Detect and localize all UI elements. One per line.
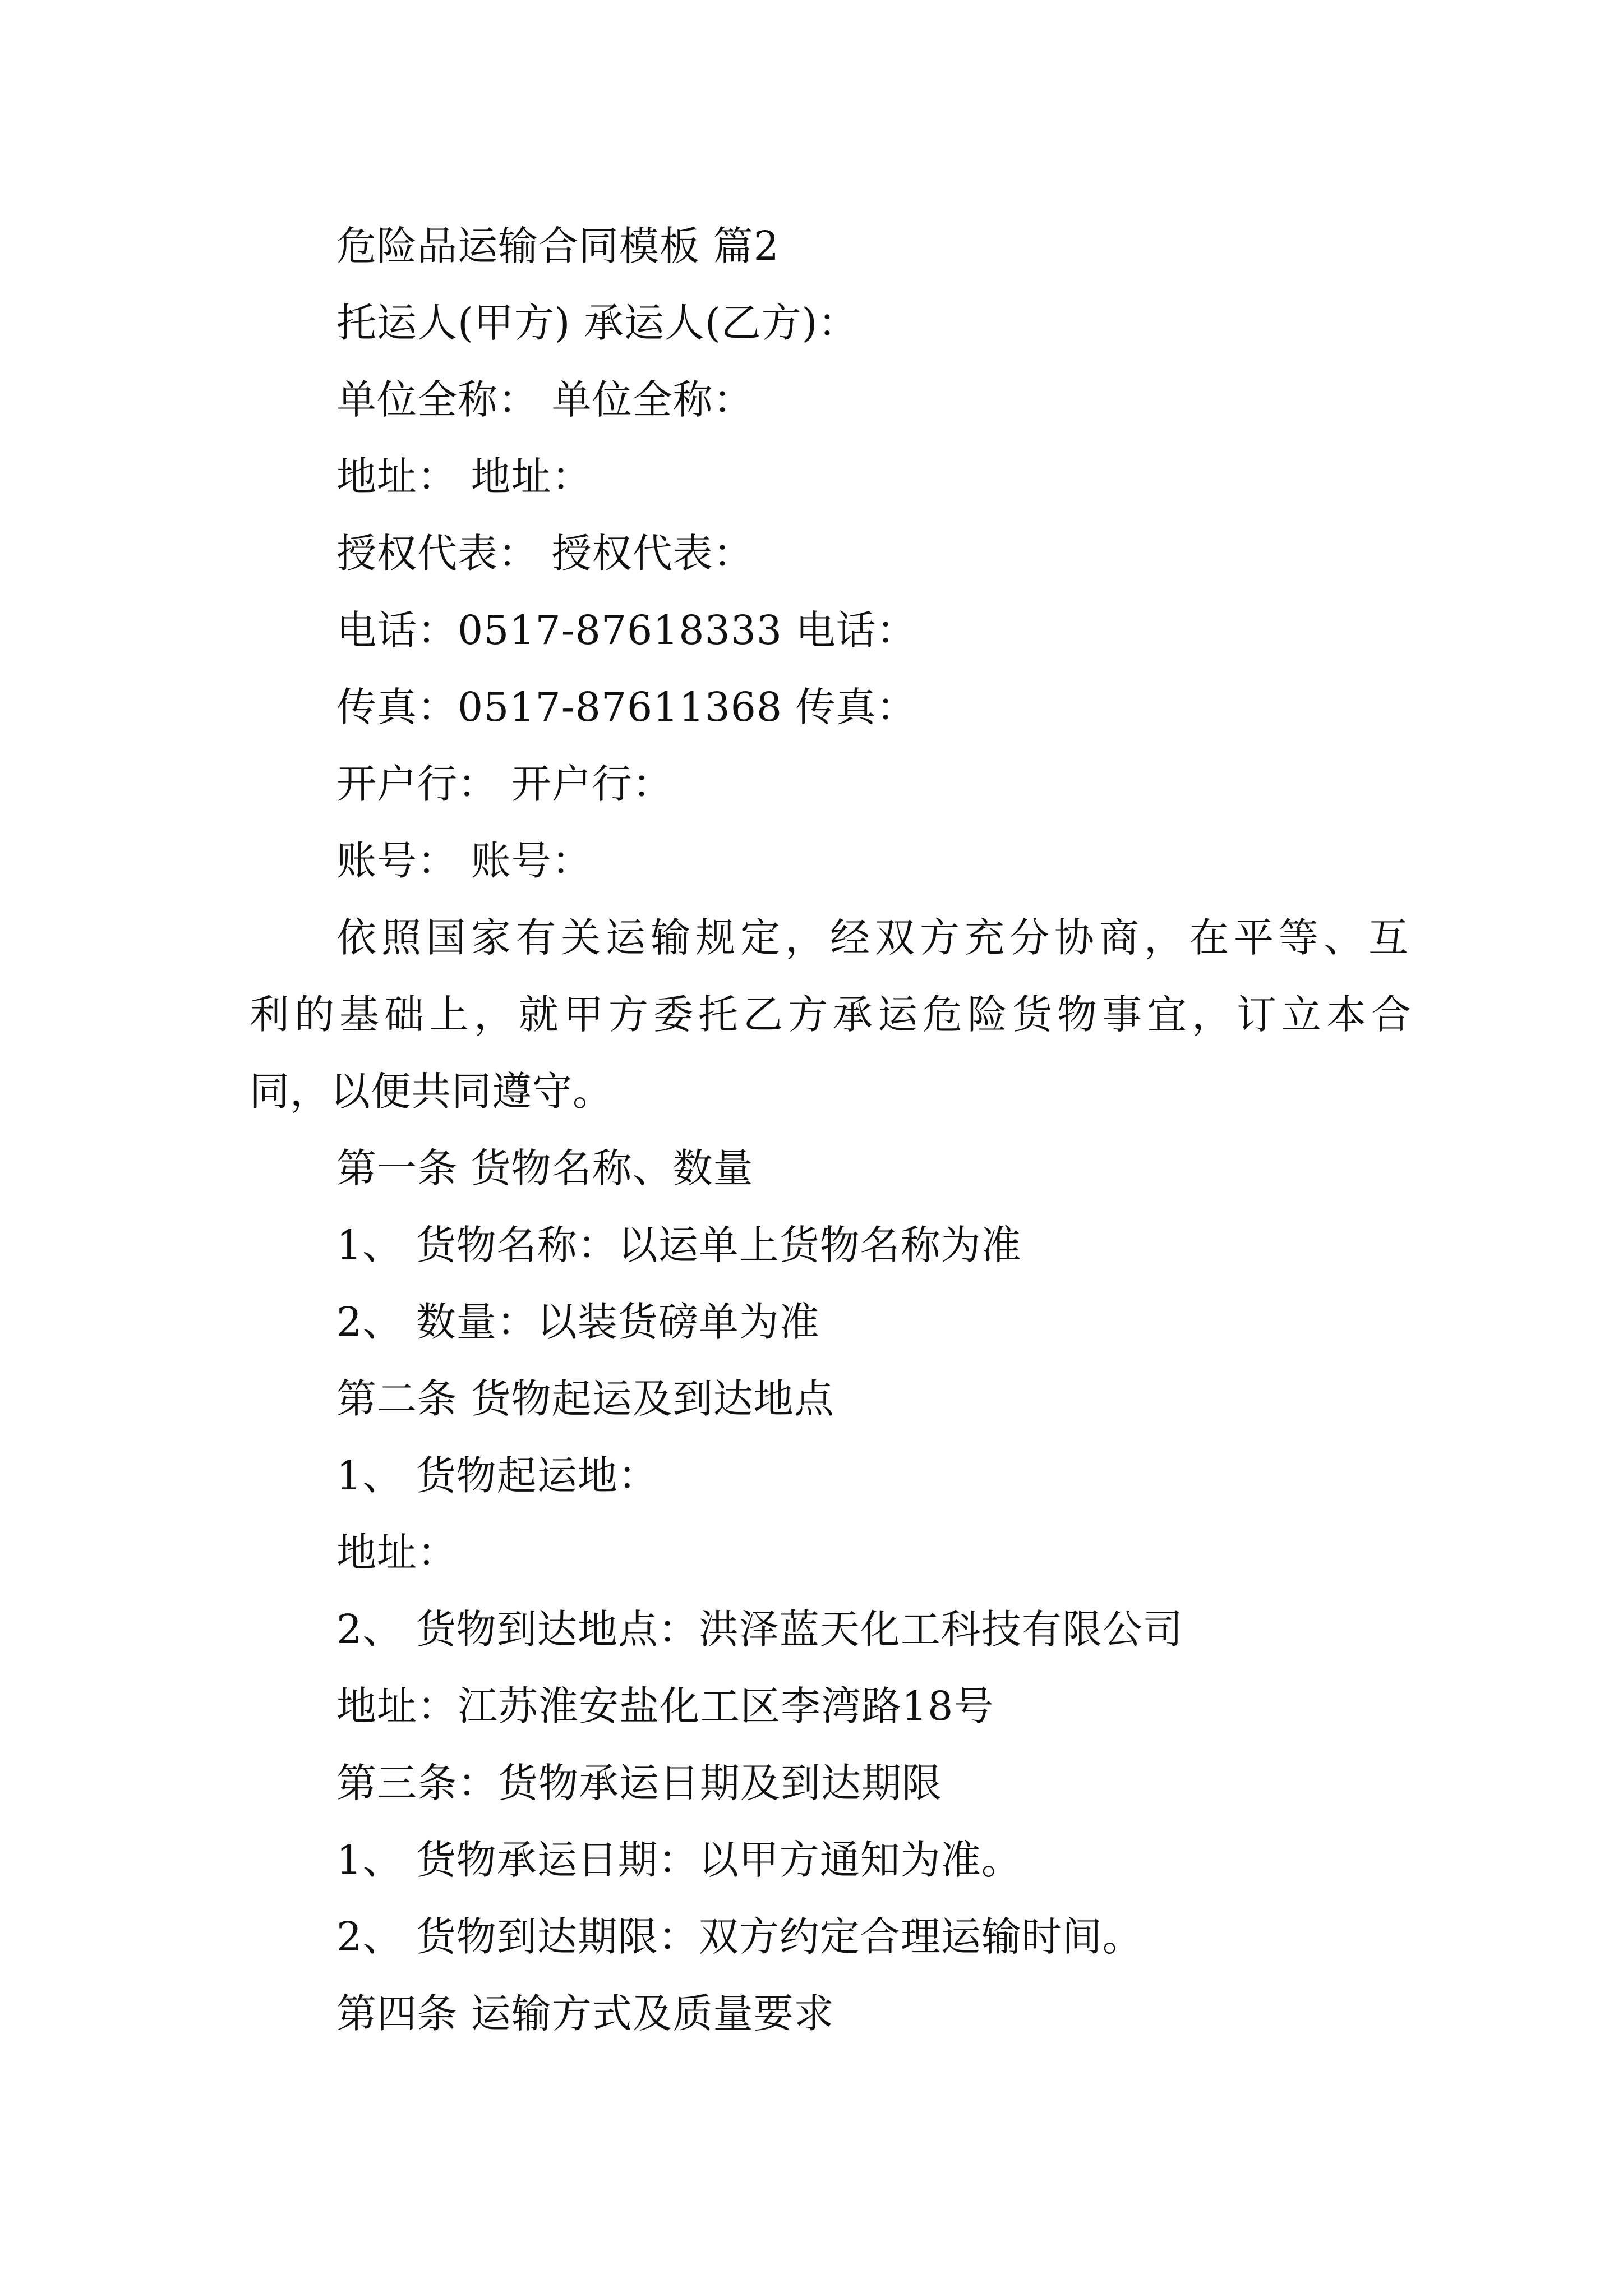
article-2-item-2-address: 地址：江苏淮安盐化工区李湾路18号: [336, 1683, 994, 1729]
article-1-heading: 第一条 货物名称、数量: [336, 1145, 754, 1191]
document-body: [250, 208, 1417, 2052]
article-2-heading: 第二条 货物起运及到达地点: [336, 1375, 834, 1422]
intro-line-3: 同，以便共同遵守。: [250, 1068, 614, 1115]
intro-paragraph: [250, 899, 1417, 1130]
intro-line-1: 依照国家有关运输规定，经双方充分协商，在平等、互: [336, 914, 1414, 961]
article-2-item-1-address: 地址：: [336, 1529, 458, 1576]
representative-field: 授权代表： 授权代表：: [336, 530, 754, 577]
document-title: 危险品运输合同模板 篇2: [336, 223, 780, 269]
article-2-item-2: 2、 货物到达地点：洪泽蓝天化工科技有限公司: [336, 1606, 1183, 1653]
account-field: 账号： 账号：: [336, 838, 592, 884]
phone-field: 电话：0517-87618333 电话：: [336, 607, 917, 654]
article-3-heading: 第三条：货物承运日期及到达期限: [336, 1760, 943, 1806]
article-4-heading: 第四条 运输方式及质量要求: [336, 1990, 834, 2037]
bank-field: 开户行： 开户行：: [336, 761, 673, 807]
article-1-item-2: 2、 数量：以装货磅单为准: [336, 1299, 820, 1345]
article-3-item-1: 1、 货物承运日期：以甲方通知为准。: [336, 1837, 1022, 1883]
unit-name-field: 单位全称： 单位全称：: [336, 376, 754, 423]
article-3-item-2: 2、 货物到达期限：双方约定合理运输时间。: [336, 1913, 1143, 1960]
party-line: 托运人(甲方) 承运人(乙方)：: [336, 300, 859, 346]
article-2-item-1: 1、 货物起运地：: [336, 1452, 658, 1499]
fax-field: 传真：0517-87611368 传真：: [336, 684, 917, 730]
address-field: 地址： 地址：: [336, 453, 592, 500]
intro-line-2: 利的基础上，就甲方委托乙方承运危险货物事宜，订立本合: [250, 991, 1417, 1038]
article-1-item-1: 1、 货物名称：以运单上货物名称为准: [336, 1222, 1022, 1268]
